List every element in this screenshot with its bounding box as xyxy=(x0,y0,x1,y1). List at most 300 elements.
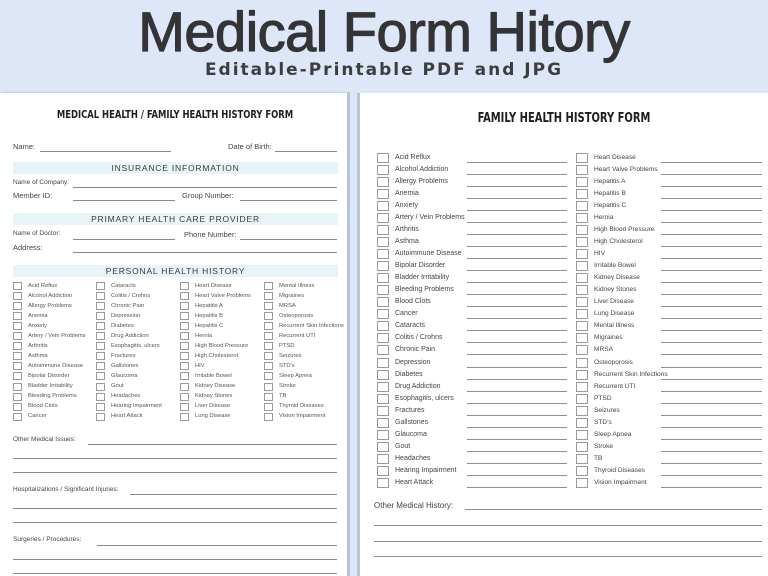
family-condition-label: Heart Valve Problems xyxy=(594,166,658,174)
family-condition-checkbox[interactable] xyxy=(576,237,588,247)
family-relation-field[interactable] xyxy=(661,306,762,307)
condition-label: Osteoporosis xyxy=(279,312,314,319)
family-relation-field[interactable] xyxy=(661,354,762,355)
family-condition-checkbox[interactable] xyxy=(377,430,389,440)
family-condition-checkbox[interactable] xyxy=(377,406,389,416)
condition-label: Kidney Disease xyxy=(195,383,236,389)
condition-label: HIV xyxy=(195,362,205,369)
family-relation-field[interactable] xyxy=(467,403,567,404)
family-condition-checkbox[interactable] xyxy=(377,321,389,331)
family-relation-field[interactable] xyxy=(661,210,762,211)
condition-checkbox[interactable] xyxy=(96,352,105,360)
condition-checkbox[interactable] xyxy=(96,372,105,380)
family-condition-label: Hepatitis B xyxy=(594,190,626,198)
family-condition-checkbox[interactable] xyxy=(576,430,588,440)
dob-field[interactable] xyxy=(275,151,337,152)
condition-checkbox[interactable] xyxy=(13,292,22,300)
condition-checkbox[interactable] xyxy=(13,322,22,330)
family-condition-label: Vision Impairment xyxy=(594,478,647,486)
condition-label: Esophagitis, ulcers xyxy=(111,342,160,349)
family-relation-field[interactable] xyxy=(661,294,762,295)
family-condition-label: Bleeding Problems xyxy=(395,286,454,294)
family-condition-label: Colitis / Crohns xyxy=(395,334,443,342)
surgeries-label: Surgeries / Procedures: xyxy=(13,536,82,543)
condition-label: Drug Addiction xyxy=(111,332,149,339)
family-condition-checkbox[interactable] xyxy=(576,442,588,452)
family-condition-checkbox[interactable] xyxy=(377,382,389,392)
family-relation-field[interactable] xyxy=(661,342,762,343)
family-relation-field[interactable] xyxy=(467,391,567,392)
other-history-line[interactable] xyxy=(374,525,762,526)
condition-checkbox[interactable] xyxy=(96,342,105,350)
family-condition-label: Artery / Vein Problems xyxy=(395,214,465,222)
family-relation-field[interactable] xyxy=(467,282,567,283)
family-condition-checkbox[interactable] xyxy=(377,297,389,307)
family-condition-label: Stroke xyxy=(594,442,614,450)
family-condition-label: Anemia xyxy=(395,190,419,198)
family-condition-checkbox[interactable] xyxy=(377,285,389,295)
family-relation-field[interactable] xyxy=(661,318,762,319)
condition-label: Fractures xyxy=(111,352,136,359)
condition-checkbox[interactable] xyxy=(180,292,189,300)
condition-label: Heart Attack xyxy=(111,413,143,420)
other-issues-line[interactable] xyxy=(13,472,337,473)
family-relation-field[interactable] xyxy=(467,318,567,319)
family-condition-label: STD's xyxy=(594,418,612,426)
condition-checkbox[interactable] xyxy=(264,362,273,370)
family-relation-field[interactable] xyxy=(467,342,567,343)
family-condition-label: Bipolar Disorder xyxy=(395,262,446,270)
family-condition-label: Kidney Stones xyxy=(594,286,637,294)
family-condition-label: Depression xyxy=(395,358,431,366)
family-relation-field[interactable] xyxy=(661,258,762,259)
condition-checkbox[interactable] xyxy=(96,362,105,370)
family-condition-checkbox[interactable] xyxy=(576,418,588,428)
family-history-form-page xyxy=(357,93,768,576)
family-condition-label: Recurrent UTI xyxy=(594,382,636,390)
hospitalizations-field[interactable] xyxy=(130,494,337,495)
family-relation-field[interactable] xyxy=(467,234,567,235)
condition-checkbox[interactable] xyxy=(180,372,189,380)
family-condition-checkbox[interactable] xyxy=(576,225,588,235)
family-condition-checkbox[interactable] xyxy=(377,237,389,247)
condition-label: MRSA xyxy=(279,302,296,309)
condition-label: Thyroid Diseases xyxy=(279,403,324,410)
condition-label: Colitis / Crohns xyxy=(111,292,151,299)
family-condition-checkbox[interactable] xyxy=(576,165,588,175)
doctor-label: Name of Doctor: xyxy=(13,230,61,237)
family-relation-field[interactable] xyxy=(467,246,567,247)
family-relation-field[interactable] xyxy=(661,162,762,163)
family-relation-field[interactable] xyxy=(467,330,567,331)
family-relation-field[interactable] xyxy=(467,294,567,295)
family-condition-label: Autoimmune Disease xyxy=(395,250,462,258)
condition-label: Recurrent Skin Infections xyxy=(279,322,344,329)
family-condition-checkbox[interactable] xyxy=(377,177,389,187)
condition-label: Sleep Apnea xyxy=(279,372,312,379)
condition-label: Acid Reflux xyxy=(28,282,58,289)
condition-label: Anemia xyxy=(28,312,48,319)
condition-checkbox[interactable] xyxy=(264,413,273,421)
condition-checkbox[interactable] xyxy=(13,352,22,360)
condition-checkbox[interactable] xyxy=(264,393,273,401)
dob-label: Date of Birth: xyxy=(228,142,272,151)
family-relation-field[interactable] xyxy=(467,306,567,307)
family-relation-field[interactable] xyxy=(467,475,567,476)
condition-checkbox[interactable] xyxy=(96,383,105,391)
family-condition-label: Cataracts xyxy=(395,322,425,330)
condition-label: Gallstones xyxy=(111,362,139,369)
family-condition-label: TB xyxy=(594,454,603,462)
family-condition-label: Fractures xyxy=(395,406,425,414)
condition-checkbox[interactable] xyxy=(13,372,22,380)
condition-label: Anxiety xyxy=(28,322,48,329)
family-relation-field[interactable] xyxy=(661,451,762,452)
family-relation-field[interactable] xyxy=(661,487,762,488)
family-relation-field[interactable] xyxy=(661,330,762,331)
condition-checkbox[interactable] xyxy=(96,332,105,340)
family-relation-field[interactable] xyxy=(661,415,762,416)
condition-checkbox[interactable] xyxy=(180,413,189,421)
family-relation-field[interactable] xyxy=(467,258,567,259)
family-relation-field[interactable] xyxy=(467,210,567,211)
family-condition-checkbox[interactable] xyxy=(377,394,389,404)
family-condition-checkbox[interactable] xyxy=(576,297,588,307)
condition-checkbox[interactable] xyxy=(180,393,189,401)
family-condition-label: Esophagitis, ulcers xyxy=(395,394,454,402)
family-condition-label: High Cholesterol xyxy=(594,238,643,246)
condition-label: Bladder Irritability xyxy=(28,383,73,389)
family-condition-label: Mental Illness xyxy=(594,322,635,330)
family-condition-checkbox[interactable] xyxy=(377,466,389,476)
condition-label: Headaches xyxy=(111,393,141,400)
family-condition-checkbox[interactable] xyxy=(377,478,389,488)
family-condition-checkbox[interactable] xyxy=(377,225,389,235)
other-history-line[interactable] xyxy=(374,541,762,542)
condition-checkbox[interactable] xyxy=(13,332,22,340)
condition-checkbox[interactable] xyxy=(13,312,22,320)
family-relation-field[interactable] xyxy=(661,403,762,404)
family-condition-checkbox[interactable] xyxy=(576,213,588,223)
family-relation-field[interactable] xyxy=(467,451,567,452)
family-condition-checkbox[interactable] xyxy=(576,273,588,283)
condition-checkbox[interactable] xyxy=(180,352,189,360)
family-relation-field[interactable] xyxy=(661,198,762,199)
family-condition-checkbox[interactable] xyxy=(377,153,389,163)
condition-checkbox[interactable] xyxy=(180,312,189,320)
family-condition-checkbox[interactable] xyxy=(576,153,588,163)
name-field[interactable] xyxy=(40,151,171,152)
condition-checkbox[interactable] xyxy=(96,282,105,290)
condition-label: Hepatitis B xyxy=(195,312,224,319)
condition-checkbox[interactable] xyxy=(264,292,273,300)
condition-checkbox[interactable] xyxy=(180,322,189,330)
family-condition-label: Diabetes xyxy=(395,370,423,378)
family-relation-field[interactable] xyxy=(661,475,762,476)
family-relation-field[interactable] xyxy=(467,186,567,187)
family-condition-checkbox[interactable] xyxy=(377,213,389,223)
family-condition-checkbox[interactable] xyxy=(377,201,389,211)
family-condition-checkbox[interactable] xyxy=(377,442,389,452)
family-condition-checkbox[interactable] xyxy=(576,189,588,199)
family-condition-label: Migraines xyxy=(594,334,623,342)
family-condition-label: Drug Addiction xyxy=(395,382,441,390)
surgeries-field[interactable] xyxy=(97,545,337,546)
family-condition-label: Hepatitis C xyxy=(594,202,627,210)
family-condition-checkbox[interactable] xyxy=(576,261,588,271)
doctor-field[interactable] xyxy=(73,239,175,240)
form-title: MEDICAL HEALTH / FAMILY HEALTH HISTORY FORM xyxy=(56,108,294,121)
family-relation-field[interactable] xyxy=(467,379,567,380)
condition-checkbox[interactable] xyxy=(96,302,105,310)
family-condition-label: Gout xyxy=(395,442,411,450)
family-condition-label: Cancer xyxy=(395,310,418,318)
banner-title: Medical Form Hitory xyxy=(138,0,630,63)
name-label: Name: xyxy=(13,142,36,151)
family-condition-label: Acid Reflux xyxy=(395,154,431,161)
condition-checkbox[interactable] xyxy=(96,292,105,300)
condition-checkbox[interactable] xyxy=(96,322,105,330)
condition-label: Stroke xyxy=(279,383,296,389)
condition-checkbox[interactable] xyxy=(96,312,105,320)
condition-checkbox[interactable] xyxy=(264,322,273,330)
family-condition-checkbox[interactable] xyxy=(377,358,389,368)
family-relation-field[interactable] xyxy=(661,174,762,175)
company-label: Name of Company: xyxy=(13,179,69,186)
family-condition-label: Irritable Bowel xyxy=(594,262,636,270)
family-condition-checkbox[interactable] xyxy=(576,454,588,464)
family-relation-field[interactable] xyxy=(661,222,762,223)
phone-label: Phone Number: xyxy=(184,230,237,239)
family-relation-field[interactable] xyxy=(467,354,567,355)
condition-label: Hernia xyxy=(195,332,213,339)
family-relation-field[interactable] xyxy=(661,246,762,247)
family-relation-field[interactable] xyxy=(467,463,567,464)
condition-checkbox[interactable] xyxy=(180,332,189,340)
condition-label: Cataracts xyxy=(111,282,136,289)
family-condition-checkbox[interactable] xyxy=(576,309,588,319)
group-number-label: Group Number: xyxy=(182,191,234,200)
family-condition-checkbox[interactable] xyxy=(576,249,588,259)
other-history-label: Other Medical History: xyxy=(374,501,454,510)
condition-checkbox[interactable] xyxy=(13,282,22,290)
condition-label: Alcohol Addiction xyxy=(28,292,73,299)
family-condition-checkbox[interactable] xyxy=(576,177,588,187)
surgeries-line[interactable] xyxy=(13,573,337,574)
company-field[interactable] xyxy=(73,187,337,188)
condition-checkbox[interactable] xyxy=(264,282,273,290)
surgeries-line[interactable] xyxy=(13,559,337,560)
family-condition-checkbox[interactable] xyxy=(576,333,588,343)
family-condition-label: Hepatitis A xyxy=(594,178,626,186)
condition-checkbox[interactable] xyxy=(96,413,105,421)
family-relation-field[interactable] xyxy=(661,463,762,464)
condition-label: PTSD xyxy=(279,342,295,349)
family-relation-field[interactable] xyxy=(661,282,762,283)
family-relation-field[interactable] xyxy=(467,439,567,440)
family-relation-field[interactable] xyxy=(661,367,762,368)
condition-checkbox[interactable] xyxy=(180,282,189,290)
family-condition-label: MRSA xyxy=(594,346,614,354)
family-condition-label: Headaches xyxy=(395,454,431,462)
family-condition-checkbox[interactable] xyxy=(576,466,588,476)
family-relation-field[interactable] xyxy=(467,198,567,199)
family-condition-checkbox[interactable] xyxy=(576,321,588,331)
condition-label: Mental Illness xyxy=(279,282,315,289)
family-condition-checkbox[interactable] xyxy=(377,418,389,428)
condition-label: Hepatitis A xyxy=(195,302,223,309)
condition-checkbox[interactable] xyxy=(13,362,22,370)
condition-checkbox[interactable] xyxy=(13,302,22,310)
family-condition-checkbox[interactable] xyxy=(377,261,389,271)
family-relation-field[interactable] xyxy=(661,391,762,392)
family-relation-field[interactable] xyxy=(661,379,762,380)
phone-field[interactable] xyxy=(240,239,337,240)
family-relation-field[interactable] xyxy=(467,162,567,163)
family-condition-checkbox[interactable] xyxy=(576,382,588,392)
condition-label: Cancer xyxy=(28,413,47,420)
condition-label: Autoimmune Disease xyxy=(28,362,84,369)
condition-label: Diabetes xyxy=(111,322,134,329)
family-condition-label: Thyroid Diseases xyxy=(594,466,645,474)
condition-label: Seizures xyxy=(279,352,302,359)
family-condition-label: Seizures xyxy=(594,406,620,414)
family-relation-field[interactable] xyxy=(467,427,567,428)
family-relation-field[interactable] xyxy=(661,439,762,440)
condition-checkbox[interactable] xyxy=(264,372,273,380)
condition-label: Chronic Pain xyxy=(111,302,145,309)
family-condition-checkbox[interactable] xyxy=(377,370,389,380)
banner xyxy=(0,0,768,92)
condition-checkbox[interactable] xyxy=(13,342,22,350)
condition-label: Heart Disease xyxy=(195,282,232,289)
family-condition-checkbox[interactable] xyxy=(377,165,389,175)
family-condition-label: Osteoporosis xyxy=(594,358,633,366)
condition-checkbox[interactable] xyxy=(180,403,189,411)
condition-checkbox[interactable] xyxy=(180,362,189,370)
family-condition-label: Allergy Problems xyxy=(395,178,448,186)
family-condition-label: Asthma xyxy=(395,238,419,246)
family-relation-field[interactable] xyxy=(661,427,762,428)
family-condition-checkbox[interactable] xyxy=(576,370,588,380)
condition-label: Allergy Problems xyxy=(28,302,72,309)
condition-checkbox[interactable] xyxy=(264,302,273,310)
family-relation-field[interactable] xyxy=(467,222,567,223)
condition-label: Arthritis xyxy=(28,342,48,349)
condition-label: Migraines xyxy=(279,292,305,299)
family-condition-label: Hernia xyxy=(594,214,614,222)
family-condition-label: Arthritis xyxy=(395,226,419,234)
banner-subtitle: Editable-Printable PDF and JPG xyxy=(204,60,564,80)
family-relation-field[interactable] xyxy=(467,415,567,416)
family-condition-checkbox[interactable] xyxy=(377,454,389,464)
condition-checkbox[interactable] xyxy=(13,403,22,411)
condition-checkbox[interactable] xyxy=(13,413,22,421)
condition-label: High Blood Pressure xyxy=(195,342,249,349)
family-condition-checkbox[interactable] xyxy=(377,345,389,355)
family-condition-label: Gallstones xyxy=(395,418,429,426)
family-condition-label: Kidney Disease xyxy=(594,274,640,282)
condition-label: High Cholesterol xyxy=(195,352,238,359)
condition-checkbox[interactable] xyxy=(96,403,105,411)
family-condition-checkbox[interactable] xyxy=(576,406,588,416)
condition-checkbox[interactable] xyxy=(264,383,273,391)
condition-label: Irritable Bowel xyxy=(195,372,232,379)
condition-checkbox[interactable] xyxy=(96,393,105,401)
family-condition-checkbox[interactable] xyxy=(576,394,588,404)
family-condition-label: Anxiety xyxy=(395,202,418,210)
family-condition-label: Sleep Apnea xyxy=(594,430,632,438)
family-condition-label: Alcohol Addiction xyxy=(395,166,449,174)
family-condition-checkbox[interactable] xyxy=(576,345,588,355)
family-condition-label: Hearing Impairment xyxy=(395,466,457,474)
family-relation-field[interactable] xyxy=(467,487,567,488)
condition-checkbox[interactable] xyxy=(264,403,273,411)
condition-checkbox[interactable] xyxy=(264,352,273,360)
family-condition-checkbox[interactable] xyxy=(377,309,389,319)
group-number-field[interactable] xyxy=(240,200,337,201)
address-label: Address: xyxy=(13,243,43,252)
condition-label: Asthma xyxy=(28,352,48,359)
condition-label: Vision Impairment xyxy=(279,413,326,420)
family-condition-label: Chronic Pain xyxy=(395,346,436,354)
family-condition-checkbox[interactable] xyxy=(377,273,389,283)
family-relation-field[interactable] xyxy=(467,270,567,271)
family-condition-label: PTSD xyxy=(594,394,612,402)
condition-label: Heart Valve Problems xyxy=(195,292,251,299)
other-issues-field[interactable] xyxy=(88,444,337,445)
family-condition-checkbox[interactable] xyxy=(377,189,389,199)
condition-checkbox[interactable] xyxy=(13,393,22,401)
condition-label: Liver Disease xyxy=(195,403,231,410)
hospitalizations-line[interactable] xyxy=(13,508,337,509)
condition-checkbox[interactable] xyxy=(264,342,273,350)
family-relation-field[interactable] xyxy=(467,367,567,368)
condition-checkbox[interactable] xyxy=(180,383,189,391)
family-condition-checkbox[interactable] xyxy=(576,358,588,368)
hospitalizations-line[interactable] xyxy=(13,522,337,523)
other-history-line[interactable] xyxy=(374,556,762,557)
family-relation-field[interactable] xyxy=(467,174,567,175)
condition-checkbox[interactable] xyxy=(180,342,189,350)
condition-checkbox[interactable] xyxy=(13,383,22,391)
family-condition-checkbox[interactable] xyxy=(576,285,588,295)
condition-checkbox[interactable] xyxy=(264,332,273,340)
condition-checkbox[interactable] xyxy=(180,302,189,310)
condition-label: Artery / Vein Problems xyxy=(28,332,86,339)
condition-label: TB xyxy=(279,393,287,400)
family-relation-field[interactable] xyxy=(661,234,762,235)
address-field[interactable] xyxy=(73,252,337,253)
member-id-field[interactable] xyxy=(73,200,175,201)
family-relation-field[interactable] xyxy=(661,270,762,271)
family-condition-label: Blood Clots xyxy=(395,298,431,306)
family-condition-label: Heart Disease xyxy=(594,154,636,161)
condition-label: Blood Clots xyxy=(28,403,58,410)
family-condition-checkbox[interactable] xyxy=(377,249,389,259)
other-issues-line[interactable] xyxy=(13,458,337,459)
family-condition-checkbox[interactable] xyxy=(576,201,588,211)
condition-checkbox[interactable] xyxy=(264,312,273,320)
condition-label: Lung Disease xyxy=(195,413,231,420)
personal-history-heading: PERSONAL HEALTH HISTORY xyxy=(105,266,246,276)
family-condition-checkbox[interactable] xyxy=(377,333,389,343)
family-relation-field[interactable] xyxy=(661,186,762,187)
insurance-heading: INSURANCE INFORMATION xyxy=(111,163,240,173)
other-history-field[interactable] xyxy=(465,509,762,510)
family-condition-checkbox[interactable] xyxy=(576,478,588,488)
family-form-title: FAMILY HEALTH HISTORY FORM xyxy=(477,111,651,126)
